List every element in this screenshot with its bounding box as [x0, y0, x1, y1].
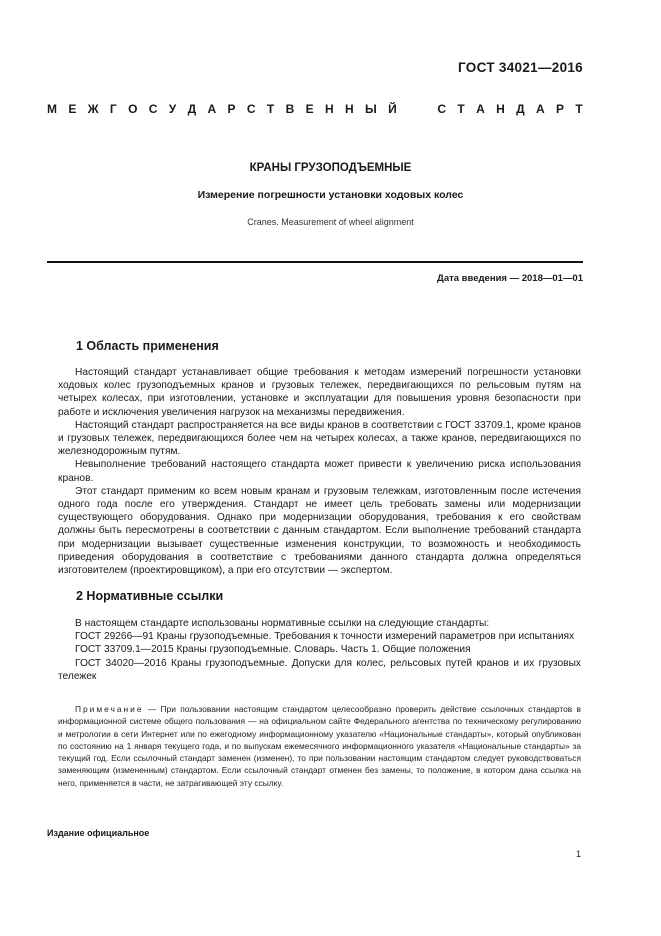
note-block — [58, 703, 581, 789]
banner-letter: Е — [305, 102, 314, 116]
banner-letter: Й — [388, 102, 397, 116]
banner-letter: Н — [324, 102, 334, 116]
word-gap — [408, 102, 426, 116]
banner-letter: Т — [575, 102, 583, 116]
reference-item: ГОСТ 33709.1—2015 Краны грузоподъемные. Словарь. Часть 1. Общие положения — [75, 644, 471, 656]
banner-letter: О — [128, 102, 138, 116]
banner-letter: В — [285, 102, 295, 116]
banner-letter: Е — [68, 102, 77, 116]
banner-letter: А — [207, 102, 217, 116]
note-text: — При пользовании настоящим стандартом целесообразно проверить действие ссылочных стандартов в информационной системе общего пользования — на официальном сайте Федерального агентства по техническому регулированию и метрологии в сети Интернет или по ежегодному информационному указателю «Национальные стандарты», который опубликован по состоянию на 1 января текущего года, и по выпускам ежемесячного информационного указателя «Национальные стандарты» за текущий год. Если ссылочный стандарт заменен (изменен), то при пользовании настоящим стандартом следует руководствоваться заменяющим (измененным) стандартом. Если ссылочный стандарт отменен без замены, то положение, в котором дана ссылка на него, применяется в части, не затрагивающей эту ссылку. — [58, 704, 581, 788]
reference-item: ГОСТ 34020—2016 Краны грузоподъемные. Допуски для колес, рельсовых путей кранов и их грузовых тележек — [58, 657, 581, 682]
banner-letter: Н — [496, 102, 505, 116]
introduction-date: Дата введения — 2018—01—01 — [437, 273, 583, 284]
section-2-body — [58, 617, 581, 683]
banner-letter: Ы — [364, 102, 377, 116]
banner-letter: А — [536, 102, 545, 116]
section-2-heading: 2 Нормативные ссылки — [76, 589, 224, 603]
paragraph: Невыполнение требований настоящего стандарта может привести к увеличению риска использования кранов. — [58, 459, 581, 484]
document-number: ГОСТ 34021—2016 — [458, 60, 583, 75]
document-title: КРАНЫ ГРУЗОПОДЪЕМНЫЕ — [249, 162, 412, 174]
banner-letter: А — [476, 102, 485, 116]
note-label: Примечание — [75, 704, 144, 714]
banner-letter: Р — [556, 102, 565, 116]
note-paragraph — [58, 703, 581, 789]
banner-letter: Ж — [87, 102, 99, 116]
document-subtitle: Измерение погрешности установки ходовых колес — [197, 189, 464, 201]
banner-letter: С — [148, 102, 158, 116]
paragraph: Настоящий стандарт распространяется на все виды кранов в соответствии с ГОСТ 33709.1, кроме кранов и грузовых тележек, передвигающихся более чем на четырех колесах, а также кранов, передвигающихся по железнодорожным путям. — [58, 419, 581, 458]
banner-letter: Т — [266, 102, 275, 116]
divider-rule — [47, 261, 583, 263]
paragraph: В настоящем стандарте использованы нормативные ссылки на следующие стандарты: — [75, 618, 490, 629]
banner-letter: Г — [109, 102, 117, 116]
banner-letter: Р — [227, 102, 236, 116]
banner-letter: С — [437, 102, 447, 116]
banner-letter: У — [168, 102, 177, 116]
section-1-heading: 1 Область применения — [76, 339, 219, 353]
section-1-body — [58, 366, 581, 577]
banner-letter: С — [246, 102, 256, 116]
reference-item: ГОСТ 29266—91 Краны грузоподъемные. Требования к точности измерений параметров при испытаниях — [75, 631, 575, 643]
banner-letter: Д — [516, 102, 525, 116]
interstate-standard-banner — [47, 102, 583, 116]
paragraph: Этот стандарт применим ко всем новым кранам и грузовым тележкам, изготовленным после истечения одного года после его утверждения. Стандарт не имеет цель требовать замены или модернизации существующего оборудования. Однако при модернизации оборудования, требования к его свойствам должны быть пересмотрены в соответствии с данным стандартом. Если выполнение требований стандарта при модернизации вызывает существенные изменения конструкции, то возможность и необходимость приведения оборудования в соответствие с требованиями данного стандарта должна определяться изготовителем (проектировщиком), а при его отсутствии — экспертом. — [58, 485, 581, 577]
paragraph: Настоящий стандарт устанавливает общие требования к методам измерений погрешности установки ходовых колес грузоподъемных кранов и грузовых тележек, передвигающихся по рельсовым путям на четырех колесах, при изготовлении, установке и эксплуатации для повышения уровня безопасности при работе и исключения увеличения нагрузок на механизмы передвижения. — [58, 367, 581, 418]
banner-letter: Н — [344, 102, 354, 116]
page-number: 1 — [575, 849, 581, 859]
banner-letter: Д — [187, 102, 197, 116]
official-edition-label: Издание официальное — [47, 828, 150, 838]
banner-letter: М — [47, 102, 57, 116]
banner-letter: Т — [457, 102, 465, 116]
english-title: Cranes. Measurement of wheel alignment — [247, 217, 414, 227]
